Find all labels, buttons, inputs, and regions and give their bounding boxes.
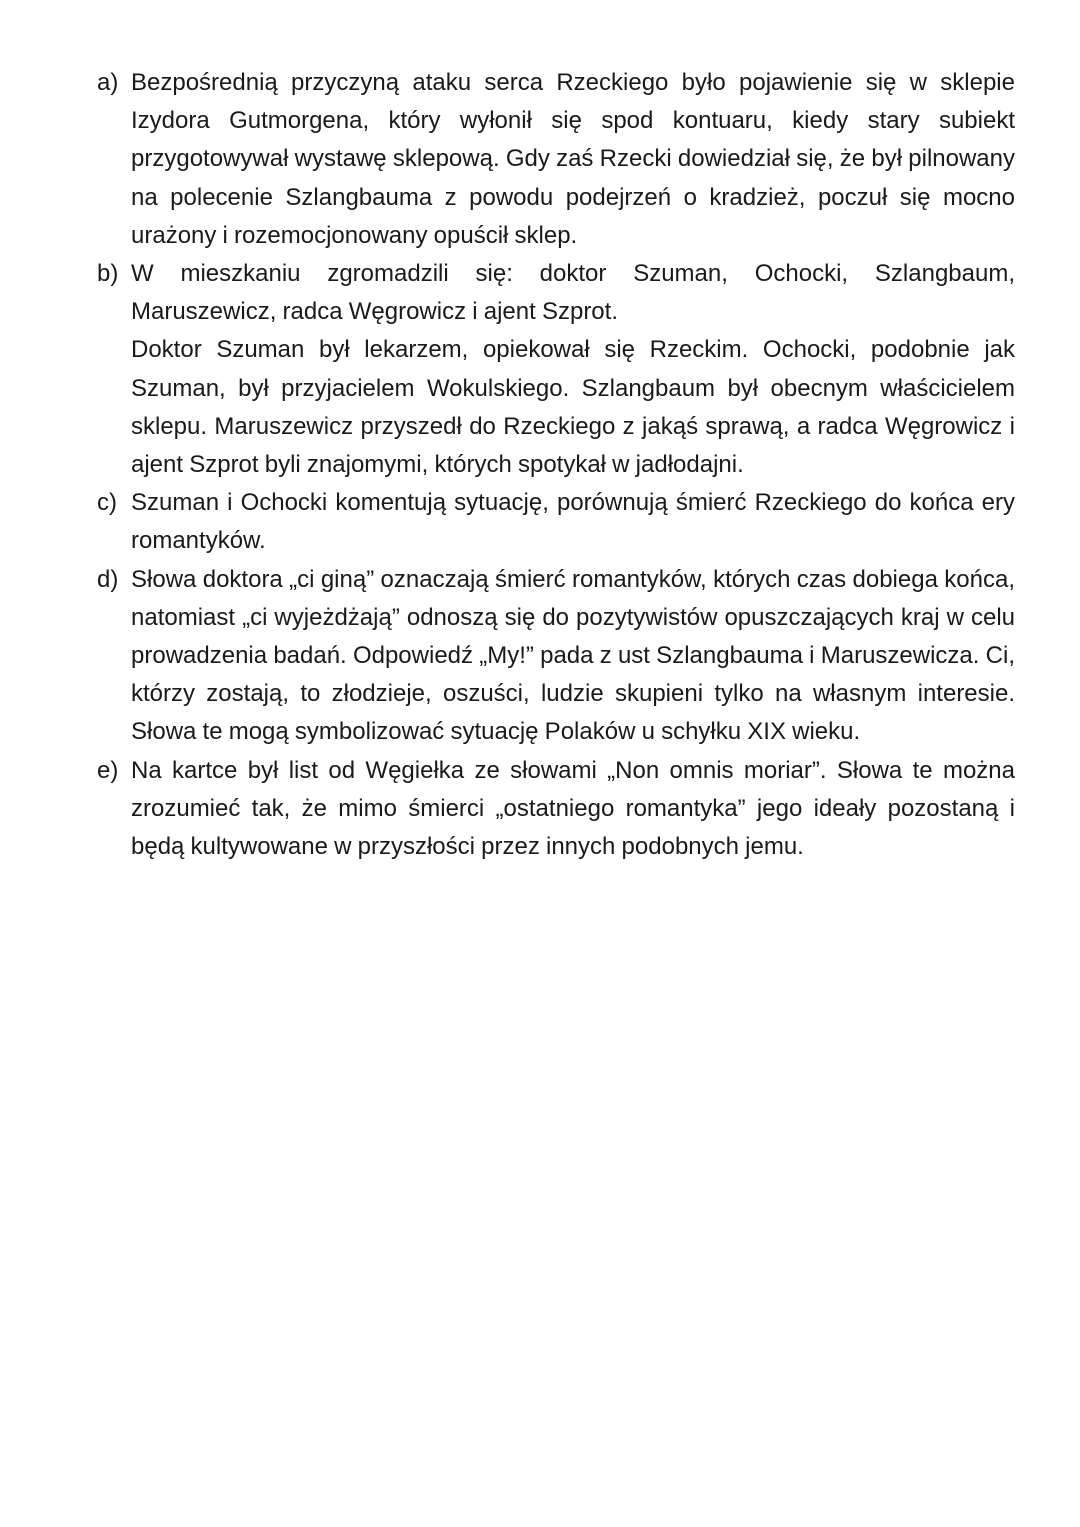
answer-item-e (97, 752, 1015, 867)
item-paragraph: Szuman i Ochocki komentują sytuację, porównują śmierć Rzeckiego do końca ery romantyków. (131, 489, 1015, 555)
item-marker: e) (97, 756, 119, 784)
item-marker: c) (97, 489, 117, 517)
answer-item-a (97, 64, 1015, 255)
item-body (131, 484, 1015, 560)
item-paragraph: Doktor Szuman był lekarzem, opiekował się Rzeckim. Ochocki, podobnie jak Szuman, był przyjacielem Wokulskiego. Szlangbaum był obecnym właścicielem sklepu. Maruszewicz przyszedł do Rzeckiego z jakąś sprawą, a radca Węgrowicz i ajent Szprot byli znajomymi, których spotykał w jadłodajni. (131, 336, 1015, 479)
item-body (131, 255, 1015, 484)
item-body (131, 561, 1015, 752)
item-marker: d) (97, 565, 119, 593)
document-page (97, 64, 1015, 866)
item-body (131, 64, 1015, 255)
answer-item-b (97, 255, 1015, 484)
item-paragraph: Na kartce był list od Węgiełka ze słowami „Non omnis moriar”. Słowa te można zrozumieć tak, że mimo śmierci „ostatniego romantyka” jego ideały pozostaną i będą kultywowane w przyszłości przez innych podobnych jemu. (131, 756, 1015, 861)
item-body (131, 752, 1015, 867)
item-paragraph: Bezpośrednią przyczyną ataku serca Rzeckiego było pojawienie się w sklepie Izydora Gutmorgena, który wyłonił się spod kontuaru, kiedy stary subiekt przygotowywał wystawę sklepową. Gdy zaś Rzecki dowiedział się, że był pilnowany na polecenie Szlangbauma z powodu podejrzeń o kradzież, poczuł się mocno urażony i rozemocjonowany opuścił sklep. (131, 69, 1015, 249)
item-marker: b) (97, 260, 119, 288)
answer-item-d (97, 561, 1015, 752)
item-paragraph: Słowa doktora „ci giną” oznaczają śmierć romantyków, których czas dobiega końca, natomiast „ci wyjeżdżają” odnoszą się do pozytywistów opuszczających kraj w celu prowadzenia badań. Odpowiedź „My!” pada z ust Szlangbauma i Maruszewicza. Ci, którzy zostają, to złodzieje, oszuści, ludzie skupieni tylko na własnym interesie. Słowa te mogą symbolizować sytuację Polaków u schyłku XIX wieku. (131, 565, 1015, 746)
item-marker: a) (97, 69, 119, 96)
answer-item-c (97, 484, 1015, 560)
item-paragraph: W mieszkaniu zgromadzili się: doktor Szuman, Ochocki, Szlangbaum, Maruszewicz, radca Węgrowicz i ajent Szprot. (131, 260, 1015, 326)
